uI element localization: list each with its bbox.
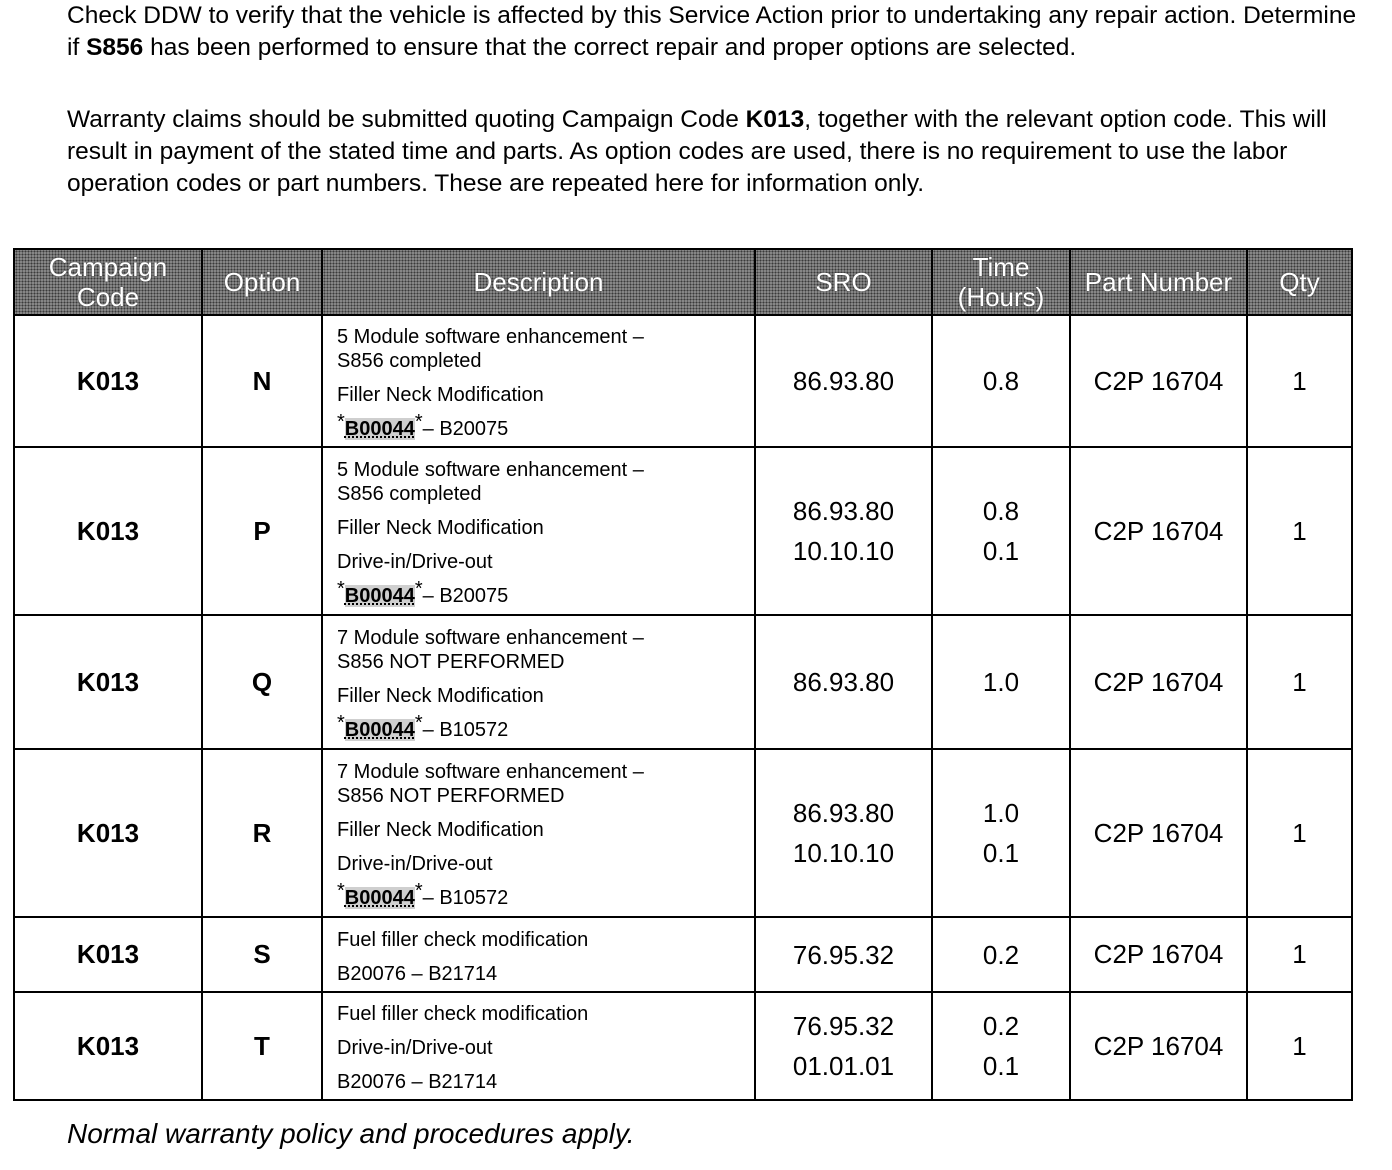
- description-cell: [322, 315, 755, 447]
- description-cell: [322, 992, 755, 1100]
- option-code-cell: R: [202, 749, 322, 917]
- header-description: Description: [322, 249, 755, 315]
- vin-range-asterisk: *: [414, 712, 423, 734]
- header-time: Time (Hours): [932, 249, 1070, 315]
- sro-cell: [755, 615, 932, 749]
- time-cell: [932, 992, 1070, 1100]
- table-header-row: [14, 249, 1352, 315]
- description-line: Filler Neck Modification: [337, 384, 544, 406]
- table-row: [14, 615, 1352, 749]
- sro-cell: [755, 447, 932, 615]
- sro-value: 01.01.01: [792, 1051, 895, 1081]
- part-number-cell: C2P 16704: [1070, 447, 1247, 615]
- sro-value: 86.93.80: [792, 667, 895, 697]
- qty-cell: 1: [1247, 315, 1352, 447]
- vin-range: [337, 578, 750, 608]
- header-sro: SRO: [755, 249, 932, 315]
- table-row: [14, 749, 1352, 917]
- table-row: [14, 917, 1352, 992]
- sro-value: 10.10.10: [792, 536, 895, 566]
- description-cell: [322, 615, 755, 749]
- intro-paragraph-ddw: Check DDW to verify that the vehicle is affected by this Service Action prior to undertaking any repair action. Determine if S856 has been performed to ensure that the correct repair and proper options are selected.: [67, 2, 1357, 61]
- campaign-code-cell: K013: [14, 315, 202, 447]
- vin-range-asterisk: *: [414, 880, 423, 902]
- sro-value: 86.93.80: [792, 496, 895, 526]
- time-value: 0.1: [982, 536, 1020, 566]
- footer-note: Normal warranty policy and procedures apply.: [67, 1118, 635, 1149]
- description-line: Drive-in/Drive-out: [337, 853, 493, 875]
- description-line: 7 Module software enhancement –: [337, 761, 644, 783]
- option-code-cell: Q: [202, 615, 322, 749]
- campaign-code-cell: K013: [14, 917, 202, 992]
- vin-range: [337, 880, 750, 910]
- time-cell: [932, 749, 1070, 917]
- header-qty: Qty: [1247, 249, 1352, 315]
- description-line: 5 Module software enhancement –: [337, 326, 644, 348]
- vin-range-asterisk: *: [414, 411, 423, 433]
- part-number-cell: C2P 16704: [1070, 749, 1247, 917]
- time-value: 1.0: [982, 667, 1020, 697]
- part-number-cell: C2P 16704: [1070, 315, 1247, 447]
- time-cell: [932, 917, 1070, 992]
- vin-range-asterisk: *: [337, 578, 345, 600]
- vin-range: [337, 411, 750, 441]
- vin-range-start: B00044: [344, 585, 415, 607]
- sro-cell: [755, 315, 932, 447]
- campaign-code-cell: K013: [14, 749, 202, 917]
- vin-range-end: – B20075: [422, 585, 509, 607]
- time-cell: [932, 615, 1070, 749]
- vin-range-start: B00044: [344, 719, 415, 741]
- vin-range-end: – B10572: [422, 719, 509, 741]
- time-value: 0.1: [982, 1051, 1020, 1081]
- sro-value: 76.95.32: [792, 1011, 895, 1041]
- table-row: [14, 992, 1352, 1100]
- qty-cell: 1: [1247, 992, 1352, 1100]
- time-value: 0.8: [982, 496, 1020, 526]
- qty-cell: 1: [1247, 917, 1352, 992]
- warranty-options-table: [13, 248, 1353, 1101]
- time-cell: [932, 447, 1070, 615]
- qty-cell: 1: [1247, 615, 1352, 749]
- description-line: Filler Neck Modification: [337, 819, 544, 841]
- time-value: 1.0: [982, 798, 1020, 828]
- time-value: 0.2: [982, 939, 1020, 970]
- description-line: S856 NOT PERFORMED: [337, 785, 565, 807]
- sro-cell: [755, 992, 932, 1100]
- header-part-number: Part Number: [1070, 249, 1247, 315]
- description-line: S856 NOT PERFORMED: [337, 651, 565, 673]
- description-line: Fuel filler check modification: [337, 1003, 589, 1025]
- table-row: [14, 315, 1352, 447]
- vin-range-end: – B10572: [422, 887, 509, 909]
- part-number-cell: C2P 16704: [1070, 917, 1247, 992]
- sro-value: 10.10.10: [792, 838, 895, 868]
- vin-range-asterisk: *: [414, 578, 423, 600]
- option-code-cell: N: [202, 315, 322, 447]
- vin-range-start: B00044: [344, 887, 415, 909]
- header-option: Option: [202, 249, 322, 315]
- time-cell: [932, 315, 1070, 447]
- vin-range-asterisk: *: [337, 411, 345, 433]
- sro-cell: [755, 917, 932, 992]
- campaign-code-cell: K013: [14, 615, 202, 749]
- table-row: [14, 447, 1352, 615]
- intro-paragraph-warranty: Warranty claims should be submitted quoting Campaign Code K013, together with the relevant option code. This will result in payment of the stated time and parts. As option codes are used, there is no requirement to use the labor operation codes or part numbers. These are repeated here for information only.: [67, 106, 1327, 197]
- time-value: 0.1: [982, 838, 1020, 868]
- option-code-cell: S: [202, 917, 322, 992]
- time-value: 0.8: [982, 366, 1020, 396]
- description-line: B20076 – B21714: [337, 962, 498, 985]
- part-number-cell: C2P 16704: [1070, 992, 1247, 1100]
- vin-range-end: – B20075: [422, 418, 509, 440]
- description-cell: [322, 447, 755, 615]
- description-line: S856 completed: [337, 350, 482, 372]
- vin-range: [337, 712, 750, 742]
- campaign-code-cell: K013: [14, 447, 202, 615]
- qty-cell: 1: [1247, 447, 1352, 615]
- description-line: Drive-in/Drive-out: [337, 551, 493, 573]
- qty-cell: 1: [1247, 749, 1352, 917]
- sro-value: 86.93.80: [792, 798, 895, 828]
- time-value: 0.2: [982, 1011, 1020, 1041]
- description-cell: [322, 917, 755, 992]
- description-line: Drive-in/Drive-out: [337, 1037, 493, 1059]
- description-line: 7 Module software enhancement –: [337, 627, 644, 649]
- option-code-cell: P: [202, 447, 322, 615]
- option-code-cell: T: [202, 992, 322, 1100]
- sro-value: 86.93.80: [792, 366, 895, 396]
- description-cell: [322, 749, 755, 917]
- vin-range-asterisk: *: [337, 880, 345, 902]
- part-number-cell: C2P 16704: [1070, 615, 1247, 749]
- vin-range-start: B00044: [344, 418, 415, 440]
- description-line: Filler Neck Modification: [337, 517, 544, 539]
- description-line: B20076 – B21714: [337, 1071, 498, 1093]
- sro-cell: [755, 749, 932, 917]
- vin-range-asterisk: *: [337, 712, 345, 734]
- description-line: 5 Module software enhancement –: [337, 459, 644, 481]
- header-campaign-code: Campaign Code: [14, 249, 202, 315]
- campaign-code-cell: K013: [14, 992, 202, 1100]
- description-line: Fuel filler check modification: [337, 928, 589, 951]
- sro-value: 76.95.32: [792, 939, 895, 970]
- description-line: Filler Neck Modification: [337, 685, 544, 707]
- description-line: S856 completed: [337, 483, 482, 505]
